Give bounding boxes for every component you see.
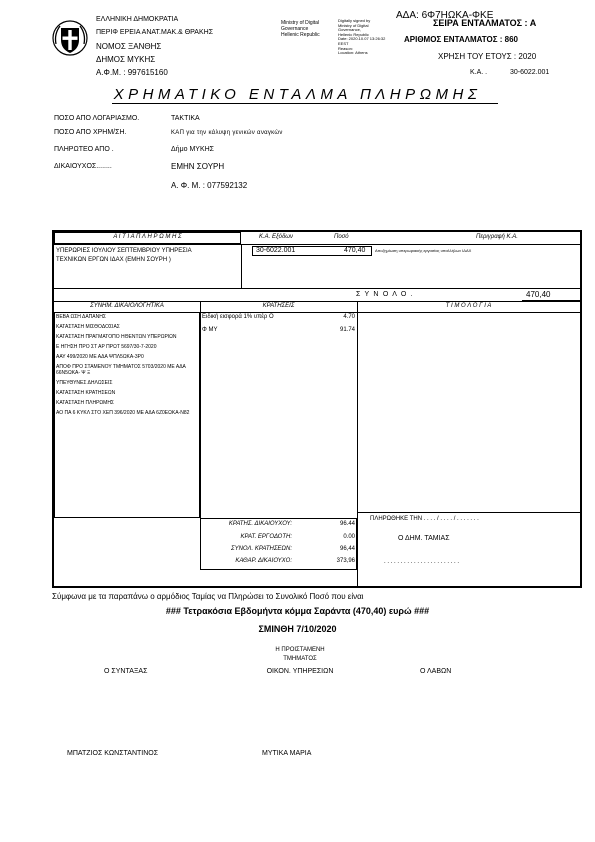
summary-value: 96.44 bbox=[339, 521, 355, 527]
cause-line-2: ΤΕΧΝΙΚΩΝ ΕΡΓΩΝ ΙΔΑΧ (ΕΜΗΝ ΣΟΥΡΗ ) bbox=[56, 257, 171, 263]
summary-label: ΣΥΝΟΛ. ΚΡΑΤΗΣΕΩΝ: bbox=[230, 546, 292, 552]
summary-value: 0.00 bbox=[343, 534, 355, 540]
doc-item: ΚΑΤΑΣΤΑΣΗ ΜΙΣΘΟΔΟΣΙΑΣ bbox=[56, 324, 120, 330]
col-amount-header: Ποσό bbox=[334, 234, 349, 240]
summary-value: 373,96 bbox=[336, 558, 355, 564]
digital-signature-stamp bbox=[281, 20, 320, 38]
treasurer-signature-line: . . . . . . . . . . . . . . . . . . . . . . . bbox=[384, 559, 460, 565]
summary-label: ΚΡΑΤ. ΕΡΓΟΔΟΤΗ: bbox=[240, 534, 292, 540]
deduction-value: 4.70 bbox=[343, 314, 355, 320]
stamp-detail: Date: 2020.10.07 13:26:32 bbox=[338, 36, 386, 42]
doc-item: ΚΑΤΑΣΤΑΣΗ ΚΡΑΤΗΣΕΩΝ bbox=[56, 390, 116, 396]
info-value-beneficiary: ΕΜΗΝ ΣΟΥΡΗ bbox=[171, 162, 225, 171]
header-region: ΠΕΡΙΦ ΕΡΕΙΑ ΑΝΑΤ.ΜΑΚ.& ΘΡΑΚΗΣ bbox=[96, 29, 214, 36]
col-ka-header: Κ.Α. Εξόδων bbox=[259, 234, 293, 240]
stamp-detail: Location: Athens bbox=[338, 50, 368, 56]
docs-list bbox=[56, 314, 198, 420]
row-ka: 30-6022.001 bbox=[256, 247, 296, 254]
summary-value: 96,44 bbox=[339, 546, 355, 552]
title-underline bbox=[112, 103, 498, 104]
greek-emblem-icon bbox=[52, 18, 88, 58]
docs-header: ΣΥΝΗΜ. ΔΙΚΑΙΟΛΟΓΗΤΙΚΑ bbox=[90, 303, 164, 309]
info-label-payable-by: ΠΛΗΡΩΤΕΟ ΑΠΟ . bbox=[54, 146, 114, 153]
summary-label: ΚΡΑΤΗΣ. ΔΙΚΑΙΟΥΧΟΥ: bbox=[228, 521, 292, 527]
header-republic: ΕΛΛΗΝΙΚΗ ΔΗΜΟΚΡΑΤΙΑ bbox=[96, 16, 179, 23]
cause-header: Α Ι Τ Ι Α Π Λ Η Ρ Ω Μ Η Σ bbox=[113, 234, 182, 240]
doc-item: Ε ΗΓΗΣΗ ΠΡΟ ΣΤ ΑΡ ΠΡΩΤ 5697/30-7-2020 bbox=[56, 344, 157, 350]
stamp-detail: Hellenic Republic bbox=[338, 31, 369, 37]
info-label-funding: ΠΟΣΟ ΑΠΟ ΧΡΗΜ/ΣΗ. bbox=[54, 129, 127, 136]
info-label-beneficiary: ΔΙΚΑΙΟΥΧΟΣ........ bbox=[54, 163, 112, 170]
row-description: Αποζημίωση υπερωριακής εργασίας υπαλλήλων ΙΔΑΧ bbox=[375, 248, 472, 253]
header-divider bbox=[54, 244, 580, 245]
stamp-detail: Governance, bbox=[338, 27, 361, 33]
stamp-ministry-line-1: Ministry of Digital bbox=[281, 20, 320, 26]
cause-line-1: ΥΠΕΡΩΡΙΕΣ ΙΟΥΛΙΟΥ ΣΕΠΤΕΜΒΡΙΟΥ ΥΠΗΡΕΣΙΑ bbox=[56, 248, 192, 254]
digital-signature-details bbox=[338, 19, 385, 56]
summary-label: ΚΑΘΑΡ. ΔΙΚΑΙΟΥΧΟ: bbox=[235, 558, 292, 564]
cause-text bbox=[56, 247, 192, 265]
header-afm: Α.Φ.Μ. : 997615160 bbox=[96, 68, 168, 77]
amount-in-words: ### Τετρακόσια Εβδομήντα κόμμα Σαράντα (470,40) ευρώ ### bbox=[165, 606, 430, 616]
invoices-header: Τ Ι Μ Ο Λ Ο Γ Ι Α bbox=[445, 303, 492, 309]
header-ada: ΑΔΑ: 6Φ7ΗΩΚΑ-ΦΚΕ bbox=[396, 10, 494, 21]
beneficiary-afm: Α. Φ. Μ. : 077592132 bbox=[171, 181, 248, 190]
doc-item: ΑΑΥ 499/2020 ΜΕ ΑΔΑ ΨΠΛ5ΩΚΑ-3Ρ0 bbox=[56, 354, 144, 360]
header-prefecture: ΝΟΜΟΣ ΞΑΝΘΗΣ bbox=[96, 42, 162, 51]
stamp-ministry-line-2: Governance bbox=[281, 26, 309, 32]
doc-item: ΒΕΒΑ ΩΣΗ ΔΑΠΑΝΗΣ bbox=[56, 314, 106, 320]
doc-item: ΑΟ ΠΑ 6 ΚΥΚΛ ΣΤΟ ΧΕΠ 396/2020 ΜΕ ΑΔΑ 6Ζ0ΕΩΚΑ-Ν82 bbox=[56, 410, 190, 416]
header-municipality: ΔΗΜΟΣ ΜΥΚΗΣ bbox=[96, 55, 156, 64]
deduction-value: 91.74 bbox=[339, 327, 355, 333]
row-amount: 470,40 bbox=[344, 247, 366, 254]
info-label-account: ΠΟΣΟ ΑΠΟ ΛΟΓΑΡΙΑΣΜΟ. bbox=[54, 115, 140, 122]
stamp-detail: EEST bbox=[338, 40, 349, 46]
deductions-header: ΚΡΑΤΗΣΕΙΣ bbox=[262, 303, 295, 309]
invoices-bottom-line bbox=[357, 512, 580, 513]
lower-top-line bbox=[54, 301, 580, 302]
author-role: Ο ΣΥΝΤΑΞΑΣ bbox=[104, 668, 148, 675]
treasurer-title: Ο ΔΗΜ. ΤΑΜΙΑΣ bbox=[398, 535, 450, 542]
total-value: 470,40 bbox=[526, 290, 551, 299]
stamp-detail: Ministry of Digital bbox=[338, 22, 369, 28]
header-series: ΣΕΙΡΑ ΕΝΤΑΛΜΑΤΟΣ : Α bbox=[433, 18, 537, 28]
doc-item: ΥΠΕΥΘΥΝΕΣ ΔΗΛΩΣΕΙΣ bbox=[56, 380, 113, 386]
stamp-ministry-line-3: Hellenic Republic bbox=[281, 32, 320, 38]
info-value-funding: ΚΑΠ για την κάλυψη γενικών αναγκών bbox=[171, 130, 283, 136]
receiver-role: Ο ΛΑΒΩΝ bbox=[420, 668, 452, 675]
info-value-account: ΤΑΚΤΙΚΑ bbox=[171, 115, 200, 122]
header-number: ΑΡΙΘΜΟΣ ΕΝΤΑΛΜΑΤΟΣ : 860 bbox=[404, 35, 518, 44]
head-role: ΟΙΚΟΝ. ΥΠΗΡΕΣΙΩΝ bbox=[266, 668, 334, 675]
place-date: ΣΜΙΝΘΗ 7/10/2020 bbox=[258, 624, 337, 634]
total-top-line bbox=[54, 288, 580, 289]
docs-divider bbox=[200, 301, 201, 518]
head-name: ΜΥΤΙΚΑ ΜΑΡΙΑ bbox=[262, 750, 312, 757]
header-year: ΧΡΗΣΗ ΤΟΥ ΕΤΟΥΣ : 2020 bbox=[438, 52, 537, 61]
info-value-payable-by: Δήμο ΜΥΚΗΣ bbox=[171, 146, 214, 153]
page-title: ΧΡΗΜΑΤΙΚΟ ΕΝΤΑΛΜΑ ΠΛΗΡΩΜΗΣ bbox=[113, 86, 482, 103]
head-title bbox=[240, 646, 360, 664]
head-title-line-2: ΤΜΗΜΑΤΟΣ bbox=[283, 656, 317, 662]
stamp-detail: Reason: bbox=[338, 45, 353, 51]
total-label: Σ Υ Ν Ο Λ Ο . bbox=[356, 291, 414, 298]
header-ka-value: 30-6022.001 bbox=[510, 69, 550, 76]
doc-item: ΚΑΤΑΣΤΑΣΗ ΠΡΑΓΜΑΤΟΠΟ ΗΘΕΝΤΩΝ ΥΠΕΡΩΡΙΩΝ bbox=[56, 334, 177, 340]
deduction-label: Φ ΜΥ bbox=[202, 327, 218, 333]
deduction-label: Ειδική εισφορά 1% υπέρ Ο bbox=[202, 314, 274, 320]
doc-item: ΑΠΟΦ ΠΡΟ ΣΤΑΜΕΝΟΥ ΤΜΗΜΑΤΟΣ 5703/2020 ΜΕ ΑΔΑ 66Ν5ΩΚΑ- Ψ Ξ bbox=[56, 364, 186, 376]
header-ka-label: Κ.Α. . bbox=[470, 69, 488, 76]
invoices-divider bbox=[357, 301, 358, 587]
head-title-line-1: Η ΠΡΟΙΣΤΑΜΕΝΗ bbox=[275, 647, 325, 653]
col-desc-header: Περιγραφή Κ.Α. bbox=[476, 234, 518, 240]
stamp-detail: Digitally signed by bbox=[338, 18, 371, 23]
author-name: ΜΠΑΤΖΙΟΣ ΚΩΝΣΤΑΝΤΙΝΟΣ bbox=[67, 750, 159, 757]
doc-item: ΚΑΤΑΣΤΑΣΗ ΠΛΗΡΩΜΗΣ bbox=[56, 400, 115, 406]
payment-statement: Σύμφωνα με τα παραπάνω ο αρμόδιος Ταμίας να Πληρώσει το Συνολικό Ποσό που είναι bbox=[52, 592, 364, 601]
paid-on: ΠΛΗΡΩΘΗΚΕ ΤΗΝ . . . . / . . . . / . . . . . . . bbox=[370, 516, 479, 522]
cause-divider bbox=[241, 244, 242, 288]
